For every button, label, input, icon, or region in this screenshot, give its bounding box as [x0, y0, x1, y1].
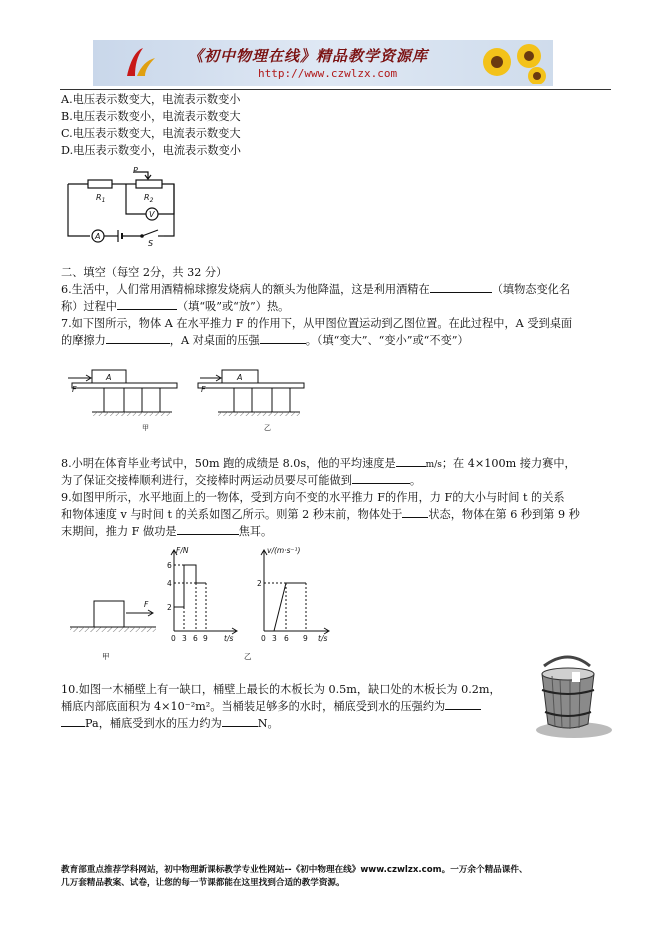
q7-figure — [62, 362, 312, 432]
fig9-tick-x2-9: 9 — [303, 634, 308, 643]
q9-line2: 和物体速度 v 与时间 t 的关系如图乙所示。则第 2 秒末前，物体处于 状态，物体在第 6 秒到第 9 秒 — [61, 508, 580, 521]
sunflower-image — [477, 42, 547, 84]
fig7-label-a1: A — [106, 373, 112, 382]
fig7-label-a2: A — [237, 373, 243, 382]
label-v: V — [149, 210, 155, 219]
site-logo-icon — [123, 46, 157, 80]
q9-line3: 末期间，推力 F 做功是 焦耳。 — [61, 525, 273, 538]
q8-line1: 8.小明在体育毕业考试中，50m 跑的成绩是 8.0s，他的平均速度是 m/s；在 4×100m 接力赛中， — [61, 457, 576, 470]
velocity-time-chart — [261, 550, 329, 634]
resistor-r1 — [88, 180, 112, 188]
answer-blank[interactable] — [396, 456, 426, 467]
answer-blank[interactable] — [106, 333, 170, 344]
answer-blank[interactable] — [177, 524, 239, 535]
banner-url: http://www.czwlzx.com — [258, 67, 398, 80]
fig7-caption-yi: 乙 — [264, 424, 271, 432]
label-r1: $R_1$ — [96, 193, 106, 204]
fig9-tick-x2-3: 3 — [272, 634, 277, 643]
fig9-ylabel-velocity: v/(m·s⁻¹) — [267, 546, 301, 555]
fig9-tick-y1-4: 4 — [167, 579, 172, 588]
q10-line3: Pa，桶底受到水的压力约为 N。 — [61, 716, 279, 731]
fig9-caption-jia: 甲 — [102, 652, 110, 661]
option-a: A.电压表示数变大，电流表示数变小 — [61, 93, 241, 106]
q6-line2: 称）过程中 （填“吸”或“放”）热。 — [61, 300, 290, 313]
answer-blank[interactable] — [352, 473, 410, 484]
fig9-tick-x1-6: 6 — [193, 634, 198, 643]
fig9-tick-y1-2: 2 — [167, 603, 172, 612]
fig9-label-f: F — [144, 600, 149, 609]
fig9-tick-y2-2: 2 — [257, 579, 262, 588]
q10-line2: 桶底内部底面积为 4×10⁻²m²。当桶装足够多的水时，桶底受到水的压强约为 — [61, 699, 481, 714]
circuit-diagram — [60, 164, 190, 248]
label-p: P — [133, 166, 138, 175]
answer-blank[interactable] — [61, 716, 85, 727]
q7-line2: 的摩擦力 ，A 对桌面的压强 。（填“变大”、“变小”或“不变”） — [61, 334, 469, 347]
answer-blank[interactable] — [430, 282, 492, 293]
answer-blank[interactable] — [117, 299, 177, 310]
table-jia — [68, 370, 177, 416]
footer-line2: 几万套精品教案、试卷，让您的每一节课都能在这里找到合适的教学资源。 — [61, 878, 345, 888]
section-heading: 二、填空（每空 2分，共 32 分） — [61, 266, 228, 279]
option-d: D.电压表示数变小，电流表示数变小 — [61, 144, 241, 157]
fig9-tick-y1-6: 6 — [167, 561, 172, 570]
label-a: A — [95, 232, 101, 241]
fig9-tick-x2-6: 6 — [284, 634, 289, 643]
option-c: C.电压表示数变大，电流表示数变大 — [61, 127, 241, 140]
fig7-caption-jia: 甲 — [142, 424, 149, 432]
header-rule — [60, 89, 611, 90]
fig9-tick-x1-3: 3 — [182, 634, 187, 643]
wooden-bucket-image — [528, 652, 614, 742]
q9-line1: 9.如图甲所示，水平地面上的一物体，受到方向不变的水平推力 F的作用，力 F的大小与时间 t 的关系 — [61, 491, 565, 504]
label-s: S — [148, 239, 154, 248]
footer-line1: 教育部重点推荐学科网站，初中物理新课标教学专业性网站--《初中物理在线》www.czwlzx.com。一万余个精品课件、 — [61, 865, 528, 875]
header-banner — [93, 40, 553, 86]
label-r2: $R_2$ — [144, 193, 154, 204]
resistor-r2 — [136, 180, 162, 188]
fig9-tick-x1-0: 0 — [171, 634, 176, 643]
table-yi — [198, 370, 304, 416]
fig9-tick-x2-0: 0 — [261, 634, 266, 643]
fig9-ylabel-force: F/N — [176, 546, 189, 555]
fig9-caption-yi: 乙 — [244, 652, 252, 661]
answer-blank[interactable] — [402, 507, 428, 518]
answer-blank[interactable] — [260, 333, 306, 344]
answer-blank[interactable] — [222, 716, 258, 727]
fig9-xlabel2: t/s — [318, 634, 328, 643]
q6-line1: 6.生活中，人们常用酒精棉球擦发烧病人的额头为他降温，这是利用酒精在 （填物态变化名 — [61, 283, 571, 296]
fig9-tick-x1-9: 9 — [203, 634, 208, 643]
option-b: B.电压表示数变小，电流表示数变大 — [61, 110, 241, 123]
fig7-label-f2: F — [201, 385, 206, 394]
fig9-xlabel1: t/s — [224, 634, 234, 643]
q9-figure — [64, 545, 344, 665]
q7-line1: 7.如下图所示，物体 A 在水平推力 F 的作用下，从甲图位置运动到乙图位置。在此过程中，A 受到桌面 — [61, 317, 573, 330]
answer-blank[interactable] — [445, 699, 481, 710]
q8-line2: 为了保证交接棒顺利进行，交接棒时两运动员要尽可能做到 。 — [61, 474, 422, 487]
q10-line1: 10.如图一木桶壁上有一缺口，桶壁上最长的木板长为 0.5m，缺口处的木板长为 0.2m， — [61, 683, 501, 696]
banner-title: 《初中物理在线》精品教学资源库 — [188, 47, 429, 65]
fig7-label-f1: F — [72, 385, 77, 394]
force-time-chart — [171, 550, 237, 634]
